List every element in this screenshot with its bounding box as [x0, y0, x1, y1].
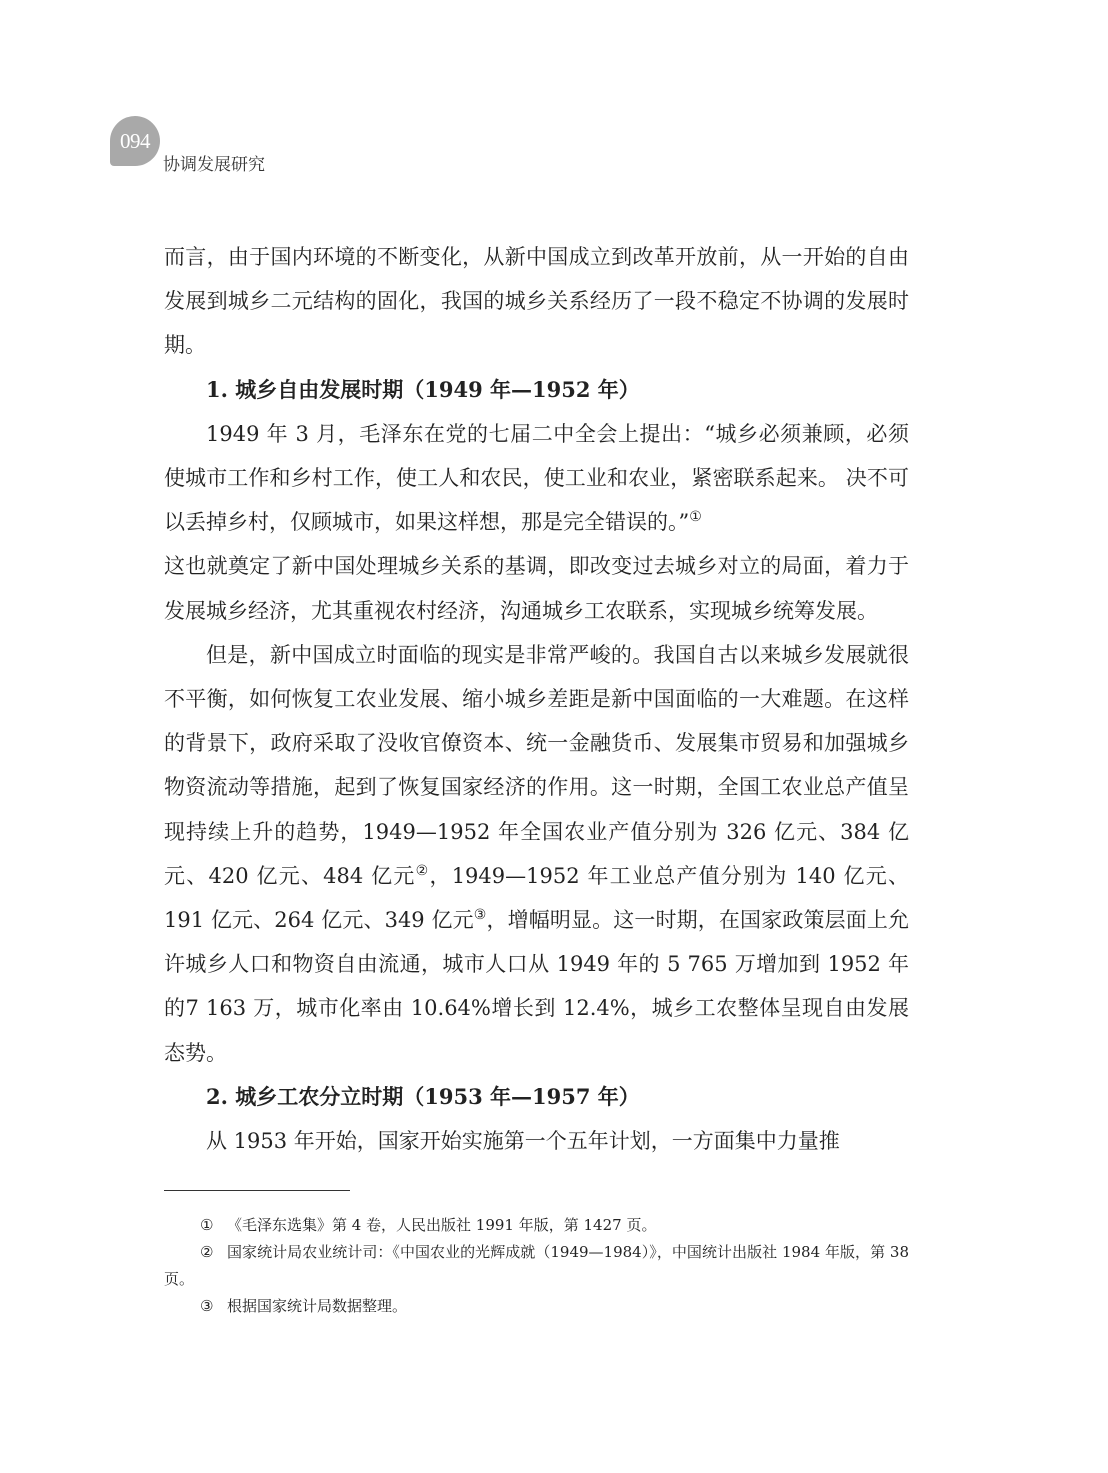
paragraph-2-continued: 这也就奠定了新中国处理城乡关系的基调，即改变过去城乡对立的局面，着力于发展城乡经济，尤其重视农村经济，沟通城乡工农联系，实现城乡统筹发展。	[164, 554, 909, 623]
footnote-3-text: 根据国家统计局数据整理。	[226, 1297, 407, 1315]
paragraph-4: 从 1953 年开始，国家开始实施第一个五年计划，一方面集中力量推	[206, 1129, 840, 1154]
footnote-1-text: 《毛泽东选集》第 4 卷，人民出版社 1991 年版，第 1427 页。	[226, 1216, 657, 1234]
footnote-2-text: 国家统计局农业统计司：《中国农业的光辉成就（1949—1984）》，中国统计出版社 1984 年版，第 38 页。	[164, 1243, 910, 1288]
paragraph-3	[164, 633, 909, 1075]
footnote-ref-1[interactable]: ①	[689, 509, 702, 526]
footnote-divider	[164, 1190, 350, 1191]
page-number-badge: 094	[110, 116, 160, 166]
paragraph-3-text-c: ，增幅明显。这一时期，在国家政策层面上允许城乡人口和物资自由流通，城市人口从 1949 年的 5 765 万增加到 1952 年的7 163 万，城市化率由 10.64%增长到 12.4%，城乡工农整体呈现自由发展态势。	[164, 908, 909, 1065]
footnote-3	[164, 1293, 909, 1320]
paragraph-3-text-b: ，1949—1952 年工业总产值分别为 140 亿元、191 亿元、264 亿元、349 亿元	[164, 863, 910, 933]
section-heading-2: 2. 城乡工农分立时期（1953 年—1957 年）	[206, 1083, 640, 1109]
footnote-2	[164, 1239, 909, 1293]
paragraph-2	[164, 412, 909, 545]
footnote-ref-3[interactable]: ③	[473, 907, 487, 924]
paragraph-2-text: 1949 年 3 月，毛泽东在党的七届二中全会上提出：“城乡必须兼顾，必须使城市工作和乡村工作，使工人和农民，使工业和农业，紧密联系起来。 决不可以丢掉乡村，仅顾城市，如果这样想，那是完全错误的。”	[164, 421, 909, 535]
section-heading-1: 1. 城乡自由发展时期（1949 年—1952 年）	[206, 376, 640, 402]
footnote-1-mark: ①	[200, 1216, 214, 1234]
footnotes	[164, 1212, 909, 1320]
main-text	[164, 235, 909, 1163]
footnote-ref-2[interactable]: ②	[415, 862, 430, 879]
footnote-2-mark: ②	[200, 1243, 214, 1261]
paragraph-1: 而言，由于国内环境的不断变化，从新中国成立到改革开放前，从一开始的自由发展到城乡二元结构的固化，我国的城乡关系经历了一段不稳定不协调的发展时期。	[164, 245, 909, 358]
footnote-3-mark: ③	[200, 1297, 214, 1315]
footnote-1	[164, 1212, 909, 1239]
running-title: 协调发展研究	[163, 155, 265, 175]
paragraph-3-text-a: 但是，新中国成立时面临的现实是非常严峻的。我国自古以来城乡发展就很不平衡，如何恢复工农业发展、缩小城乡差距是新中国面临的一大难题。在这样的背景下，政府采取了没收官僚资本、统一金融货币、发展集市贸易和加强城乡物资流动等措施，起到了恢复国家经济的作用。这一时期，全国工农业总产值呈现持续上升的趋势，1949—1952 年全国农业产值分别为 326 亿元、384 亿元、420 亿元、484 亿元	[164, 642, 909, 888]
